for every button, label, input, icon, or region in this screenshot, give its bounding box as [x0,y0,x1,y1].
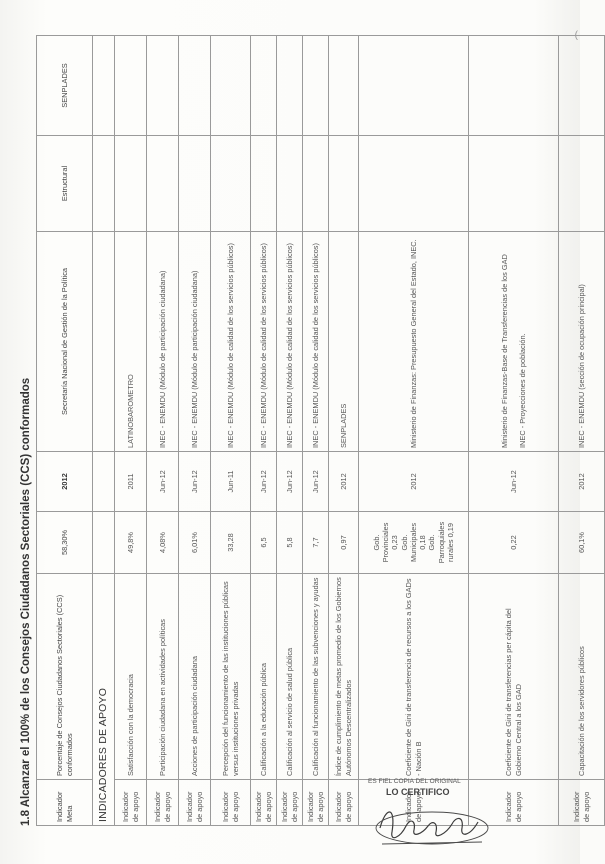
section-row [93,36,115,826]
row-source: LATINOBAROMETRO [115,232,147,452]
row-source: INEC - ENEMDU (Módulo de calidad de los servicios públicos) [251,232,277,452]
row-value: 4,08% [147,512,179,574]
row-value: 0,97 [329,512,359,574]
table-row [211,36,251,826]
signature-icon [372,798,492,850]
table-row [115,36,147,826]
row-value: Gob. Provinciales 0,23 Gob. Municipales 0,18 Gob. Parroquiales rurales 0,19 [359,512,469,574]
row-source: INEC - ENEMDU (sección de ocupación principal) [559,232,605,452]
row-value: 5,8 [277,512,303,574]
table-row [277,36,303,826]
table-row [329,36,359,826]
row-label: Indicador de apoyo [559,780,605,826]
row-label: Indicador de apoyo [211,780,251,826]
table-row [179,36,211,826]
table-row [559,36,605,826]
table-row [469,36,559,826]
rotated-document [16,28,591,844]
row-value: 7,7 [303,512,329,574]
row-source: INEC - ENEMDU (Módulo de calidad de los servicios públicos) [277,232,303,452]
row-label: Indicador de apoyo [115,780,147,826]
row-year: 2012 [359,452,469,512]
row-year: Jun-12 [147,452,179,512]
row-description: Coeficiente de Gini de transferencia de recursos a los GADs - Nación B [359,574,469,780]
row-label: Indicador de apoyo [329,780,359,826]
indicators-table [36,35,605,826]
stamp-line-1: ES FIEL COPIA DEL ORIGINAL [368,778,461,785]
row-source: Ministerio de Finanzas: Presupuesto General del Estado, INEC. [359,232,469,452]
header-year: 2012 [37,452,93,512]
row-year: 2012 [559,452,605,512]
row-description: Calificación al servicio de salud pública [277,574,303,780]
header-type: Estructural [37,136,93,232]
row-year: 2011 [115,452,147,512]
row-label: Indicador de apoyo [359,780,469,826]
header-indicador-meta: Indicador Meta [37,780,93,826]
header-entity: SENPLADES [37,36,93,136]
row-year: Jun-12 [277,452,303,512]
header-description: Porcentaje de Consejos Ciudadanos Sectoriales (CCS) conformados [37,574,93,780]
row-label: Indicador de apoyo [147,780,179,826]
row-value: 6,01% [179,512,211,574]
row-label: Indicador de apoyo [277,780,303,826]
row-year: Jun-12 [303,452,329,512]
header-source: Secretaría Nacional de Gestión de la Política [37,232,93,452]
certification-stamp [368,778,482,850]
row-year: Jun-11 [211,452,251,512]
row-year: Jun-12 [469,452,559,512]
row-year: Jun-12 [179,452,211,512]
table-row [147,36,179,826]
stamp-line-2: LO CERTIFICO [386,787,450,797]
row-year: 2012 [329,452,359,512]
table-row [359,36,469,826]
row-source: INEC - ENEMDU (Módulo de calidad de los servicios públicos) [303,232,329,452]
row-source: INEC - ENEMDU (Módulo de participación ciudadana) [179,232,211,452]
row-description: Acciones de participación ciudadana [179,574,211,780]
row-value: 0,22 [469,512,559,574]
section-title: INDICADORES DE APOYO [93,574,115,826]
row-label: Indicador de apoyo [251,780,277,826]
row-description: Coeficiente de Gini de transferencias per cápita del Gobierno Central a los GAD [469,574,559,780]
row-description: Calificación al funcionamiento de las subvenciones y ayudas [303,574,329,780]
row-value: 6,5 [251,512,277,574]
row-source: INEC - ENEMDU (Módulo de calidad de los servicios públicos) [211,232,251,452]
row-source: SENPLADES [329,232,359,452]
header-row [37,36,93,826]
row-label: Indicador de apoyo [179,780,211,826]
header-value: 58,30% [37,512,93,574]
table-row [251,36,277,826]
row-label: Indicador de apoyo [469,780,559,826]
row-value: 49,8% [115,512,147,574]
row-description: Participación ciudadana en actividades políticas [147,574,179,780]
row-value: 60,1% [559,512,605,574]
row-label: Indicador de apoyo [303,780,329,826]
table-row [303,36,329,826]
row-description: Satisfacción con la democracia [115,574,147,780]
row-source: INEC - ENEMDU (Módulo de participación ciudadana) [147,232,179,452]
row-description: Percepción del funcionamiento de las instituciones públicas versus instituciones privadas [211,574,251,780]
edge-mark: ( [574,30,578,41]
document-title: 1.8 Alcanzar el 100% de los Consejos Ciudadanos Sectoriales (CCS) conformados [20,377,32,826]
row-source: Ministerio de Finanzas-Base de Transferencias de los GAD INEC - Proyecciones de población. [469,232,559,452]
row-description: Calificación a la educación pública [251,574,277,780]
row-year: Jun-12 [251,452,277,512]
row-description: Capacitación de los servidores públicos [559,574,605,780]
row-description: Índice de cumplimiento de metas promedio de los Gobiernos Autónomos Descentralizados [329,574,359,780]
row-value: 33,28 [211,512,251,574]
